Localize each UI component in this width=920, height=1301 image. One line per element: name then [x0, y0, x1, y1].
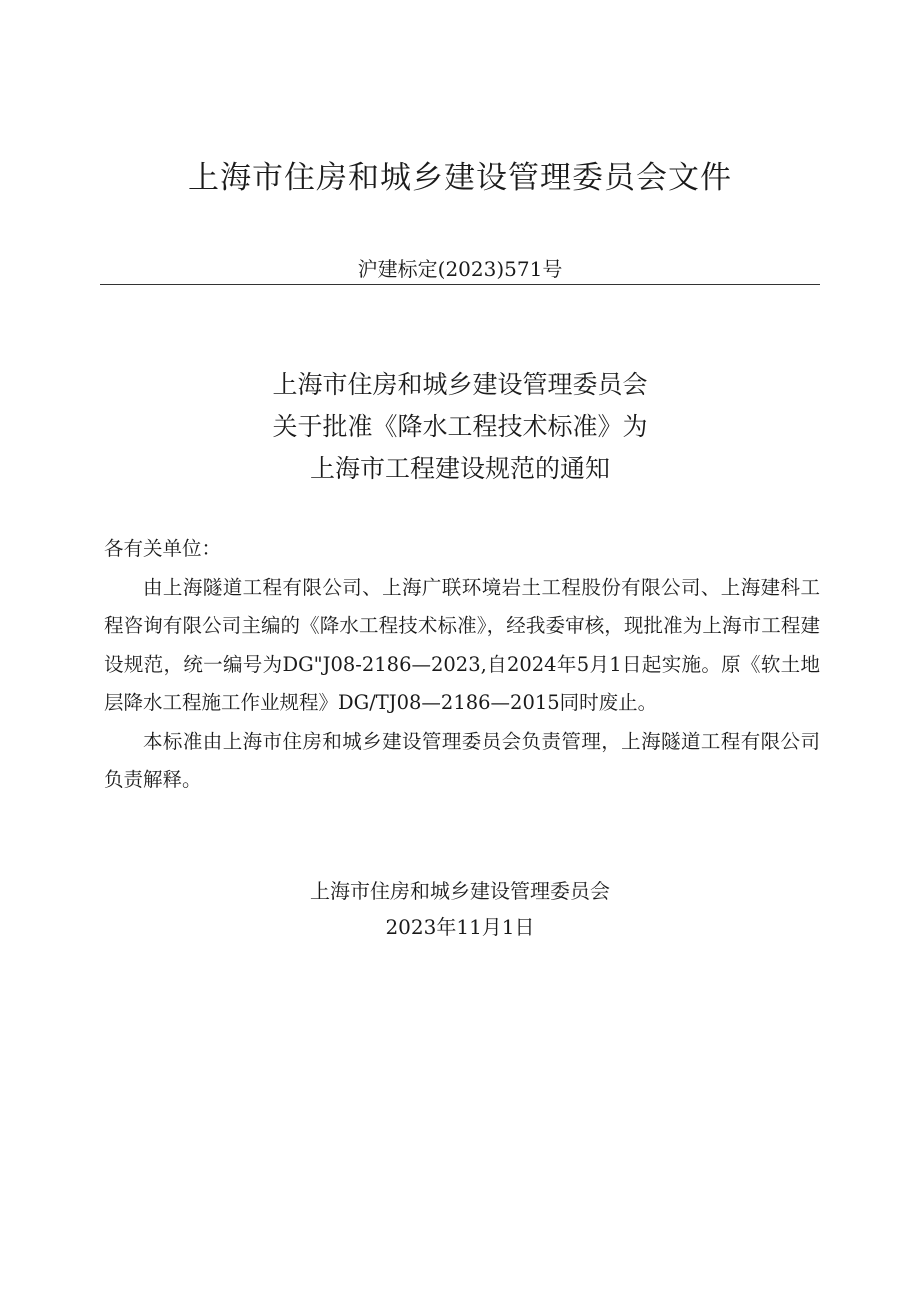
- body-paragraph: 由上海隧道工程有限公司、上海广联环境岩土工程股份有限公司、上海建科工程咨询有限公司主编的《降水工程技术标准》，经我委审核，现批准为上海市工程建设规范，统一编号为DG"J08-2186—2023,自2024年5月1日起实施。原《软土地层降水工程施工作业规程》DG/TJ08—2186—2015同时废止。: [104, 575, 820, 714]
- notice-title-line: 上海市工程建设规范的通知: [309, 454, 610, 483]
- notice-title-line: 上海市住房和城乡建设管理委员会: [272, 370, 648, 399]
- issuer-name: 上海市住房和城乡建设管理委员会: [310, 879, 610, 903]
- signature-block: [0, 873, 920, 945]
- body-paragraph: 本标准由上海市住房和城乡建设管理委员会负责管理，上海隧道工程有限公司负责解释。: [104, 729, 820, 791]
- document-header-title: 上海市住房和城乡建设管理委员会文件: [188, 160, 732, 196]
- header-divider: [100, 284, 820, 285]
- salutation: 各有关单位：: [104, 537, 222, 560]
- notice-title-line: 关于批准《降水工程技术标准》为: [272, 412, 648, 441]
- notice-body: [104, 530, 820, 800]
- issue-date: 2023年11月1日: [385, 915, 535, 939]
- notice-title: [0, 364, 920, 490]
- document-number: 沪建标定(2023)571号: [357, 257, 563, 281]
